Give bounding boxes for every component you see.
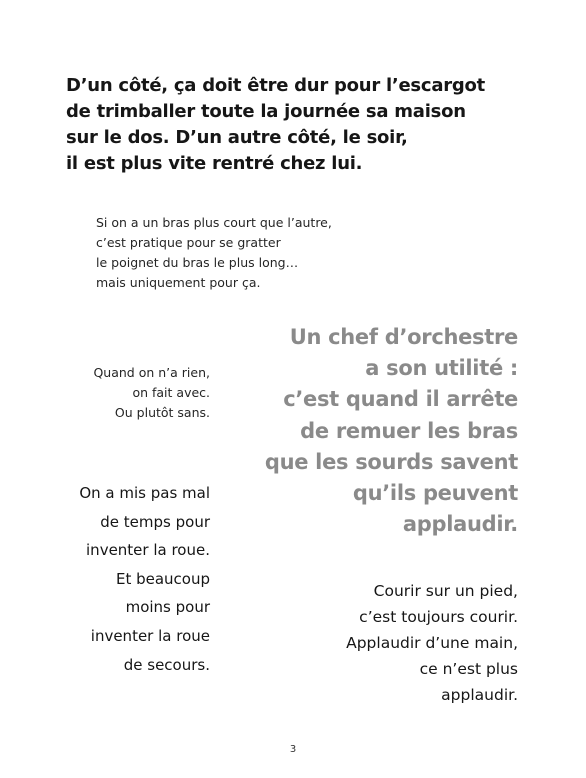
quote-line: Applaudir d’une main, bbox=[346, 634, 518, 652]
quote-arm bbox=[96, 213, 332, 293]
quote-wheel bbox=[79, 479, 210, 679]
quote-line: sur le dos. D’un autre côté, le soir, bbox=[66, 127, 408, 148]
quote-line: le poignet du bras le plus long… bbox=[96, 255, 299, 270]
quote-line: Courir sur un pied, bbox=[373, 582, 518, 600]
quote-line: inventer la roue bbox=[90, 626, 210, 645]
quote-line: applaudir. bbox=[441, 686, 518, 704]
quote-line: Ou plutôt sans. bbox=[114, 405, 210, 420]
quote-line: moins pour bbox=[125, 598, 210, 617]
quote-line: c’est quand il arrête bbox=[283, 387, 518, 412]
quote-line: Quand on n’a rien, bbox=[93, 365, 210, 380]
quote-line: D’un côté, ça doit être dur pour l’escargot bbox=[66, 75, 485, 96]
quote-line: applaudir. bbox=[402, 512, 518, 537]
quote-running bbox=[346, 578, 518, 708]
page-number: 3 bbox=[289, 744, 297, 755]
quote-snail bbox=[66, 73, 485, 177]
quote-line: Si on a un bras plus court que l’autre, bbox=[96, 215, 332, 230]
quote-line: Un chef d’orchestre bbox=[289, 325, 518, 349]
quote-line: a son utilité : bbox=[365, 356, 518, 381]
quote-line: c’est pratique pour se gratter bbox=[96, 235, 281, 250]
quote-line: c’est toujours courir. bbox=[359, 608, 518, 626]
quote-line: mais uniquement pour ça. bbox=[96, 275, 261, 290]
quote-line: de temps pour bbox=[100, 512, 210, 531]
quote-line: on fait avec. bbox=[132, 385, 210, 400]
quote-line: il est plus vite rentré chez lui. bbox=[66, 153, 363, 174]
quote-line: de remuer les bras bbox=[300, 418, 518, 443]
quote-nothing bbox=[93, 363, 210, 423]
quote-line: de secours. bbox=[123, 655, 210, 674]
quote-line: On a mis pas mal bbox=[79, 484, 210, 502]
quote-line: de trimballer toute la journée sa maison bbox=[66, 101, 466, 122]
quote-line: inventer la roue. bbox=[86, 541, 210, 560]
quote-line: qu’ils peuvent bbox=[352, 481, 518, 506]
quote-conductor bbox=[265, 322, 518, 540]
quote-line: Et beaucoup bbox=[115, 569, 210, 588]
quote-line: que les sourds savent bbox=[264, 449, 518, 474]
quote-line: ce n’est plus bbox=[419, 660, 518, 678]
